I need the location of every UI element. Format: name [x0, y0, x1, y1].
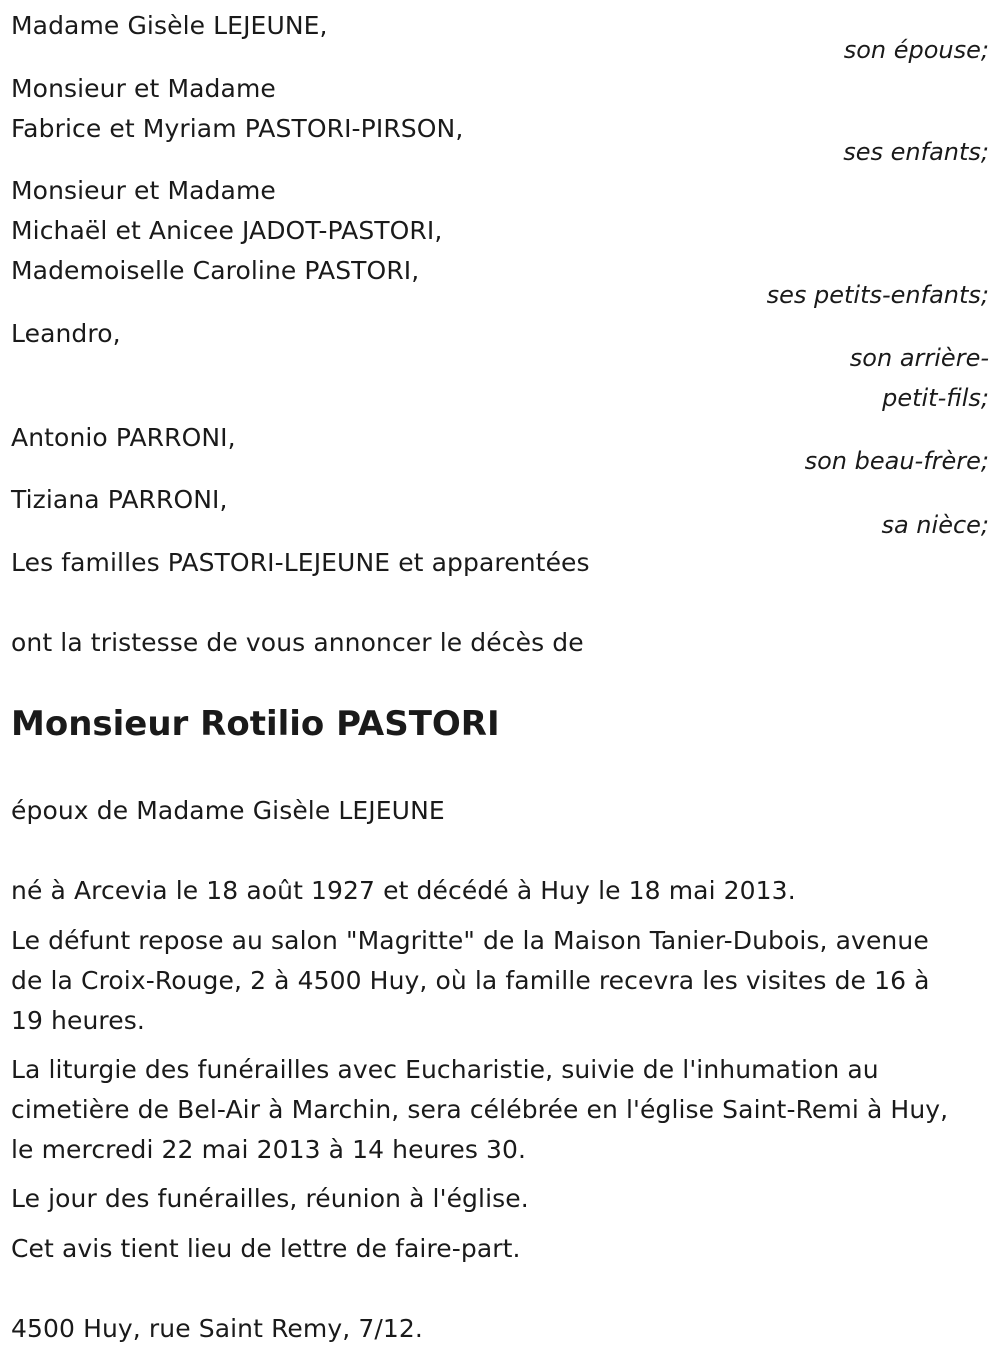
relation-label: sa nièce;	[881, 511, 989, 539]
families-line: Les familles PASTORI-LEJEUNE et apparentées	[11, 548, 590, 577]
deceased-name: Monsieur Rotilio PASTORI	[11, 704, 500, 744]
family-member-line: Tiziana PARRONI,	[11, 485, 228, 514]
address-line: 4500 Huy, rue Saint Remy, 7/12.	[11, 1314, 423, 1343]
paragraph-line: de la Croix-Rouge, 2 à 4500 Huy, où la famille recevra les visites de 16 à	[11, 966, 930, 995]
relation-label: son épouse;	[843, 36, 989, 64]
family-member-line: Fabrice et Myriam PASTORI-PIRSON,	[11, 114, 464, 143]
family-member-line: Madame Gisèle LEJEUNE,	[11, 11, 328, 40]
relation-label: ses enfants;	[843, 138, 989, 166]
family-member-line: Antonio PARRONI,	[11, 423, 236, 452]
paragraph-line: Le jour des funérailles, réunion à l'église.	[11, 1184, 529, 1213]
paragraph-line: La liturgie des funérailles avec Eucharistie, suivie de l'inhumation au	[11, 1055, 879, 1084]
family-member-line: Leandro,	[11, 319, 121, 348]
paragraph-line: cimetière de Bel-Air à Marchin, sera célébrée en l'église Saint-Remi à Huy,	[11, 1095, 949, 1124]
paragraph-line: 19 heures.	[11, 1006, 145, 1035]
spouse-line: époux de Madame Gisèle LEJEUNE	[11, 796, 445, 825]
paragraph-line: le mercredi 22 mai 2013 à 14 heures 30.	[11, 1135, 527, 1164]
relation-label: petit-fils;	[882, 384, 989, 412]
relation-label: ses petits-enfants;	[766, 281, 989, 309]
announcement-line: ont la tristesse de vous annoncer le décès de	[11, 628, 584, 657]
relation-label: son arrière-	[849, 344, 989, 372]
family-member-line: Mademoiselle Caroline PASTORI,	[11, 256, 420, 285]
paragraph-line: Cet avis tient lieu de lettre de faire-part.	[11, 1234, 521, 1263]
family-member-line: Monsieur et Madame	[11, 74, 276, 103]
paragraph-line: né à Arcevia le 18 août 1927 et décédé à Huy le 18 mai 2013.	[11, 876, 796, 905]
family-member-line: Monsieur et Madame	[11, 176, 276, 205]
relation-label: son beau-frère;	[804, 447, 989, 475]
family-member-line: Michaël et Anicee JADOT-PASTORI,	[11, 216, 443, 245]
paragraph-line: Le défunt repose au salon "Magritte" de la Maison Tanier-Dubois, avenue	[11, 926, 929, 955]
